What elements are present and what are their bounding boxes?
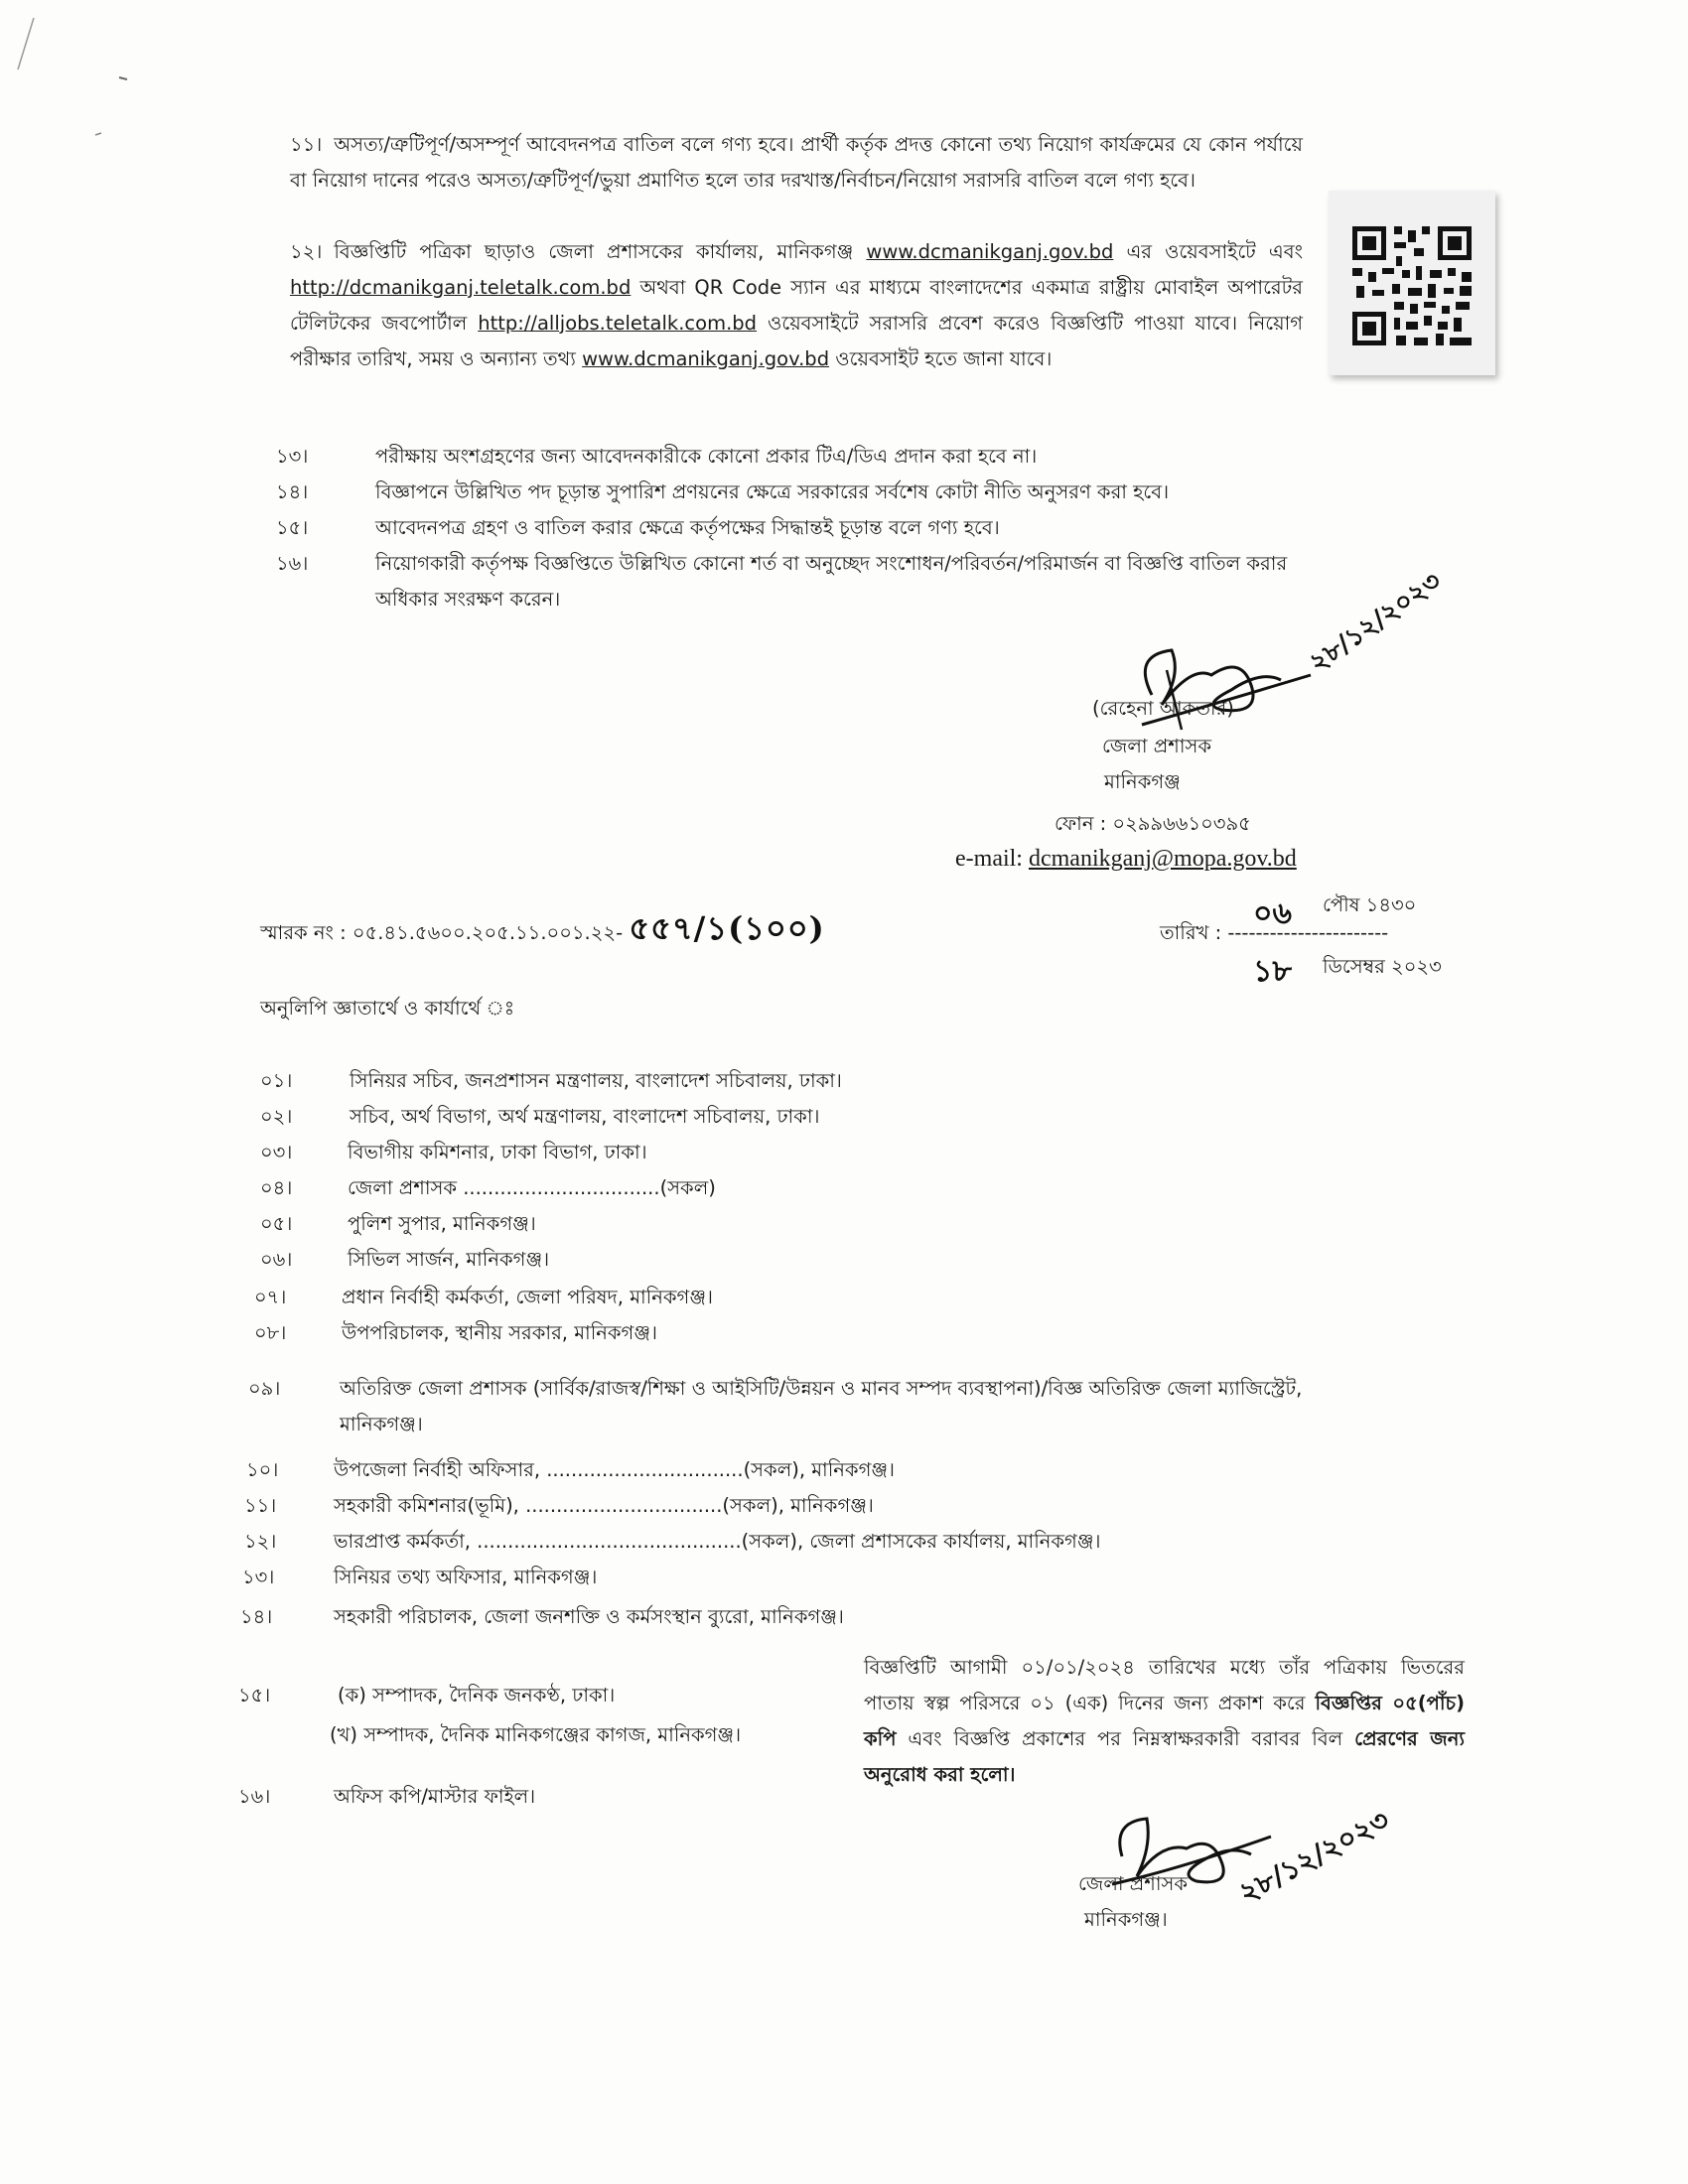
memo-label: স্মারক নং : ০৫.৪১.৫৬০০.২০৫.১১.০০১.২২- (260, 921, 624, 944)
note-bold-text: বিজ্ঞপ্তির ০৫(পাঁচ) কপি (864, 1692, 1465, 1750)
officer-phone: ফোন : ০২৯৯৬৬১০৩৯৫ (1055, 812, 1251, 835)
clause-number: ১৫। (276, 516, 309, 539)
email-line (955, 846, 1297, 873)
copy-text: সচিব, অর্থ বিভাগ, অর্থ মন্ত্রণালয়, বাংলাদেশ সচিবালয়, ঢাকা। (350, 1105, 820, 1128)
copy-number: ১৫। (238, 1684, 271, 1706)
copy-text: উপপরিচালক, স্থানীয় সরকার, মানিকগঞ্জ। (342, 1321, 657, 1344)
copy-text: (ক) সম্পাদক, দৈনিক জনকণ্ঠ, ঢাকা। (338, 1684, 616, 1706)
clause-number: ১৬। (276, 552, 309, 575)
website-link[interactable]: www.dcmanikganj.gov.bd (866, 240, 1114, 263)
copy-number: ০২। (260, 1105, 293, 1128)
date-bangla-day: ০৬ (1253, 896, 1293, 931)
clause-number: ১৩। (276, 445, 309, 468)
copy-number: ০১। (260, 1069, 293, 1092)
note-text: এবং বিজ্ঞপ্তি প্রকাশের পর নিম্নস্বাক্ষরকারী বরাবর বিল (908, 1727, 1343, 1750)
officer-designation: জেলা প্রশাসক (1102, 735, 1212, 757)
copy-text: জেলা প্রশাসক ................................(সকল) (348, 1176, 716, 1199)
copy-number: ০৭। (254, 1286, 287, 1308)
clause-12 (290, 234, 1303, 377)
alljobs-link[interactable]: http://alljobs.teletalk.com.bd (478, 312, 758, 335)
signature-block (1053, 1803, 1430, 1956)
copy-text: সিভিল সার্জন, মানিকগঞ্জ। (348, 1248, 550, 1271)
copy-text: অতিরিক্ত জেলা প্রশাসক (সার্বিক/রাজস্ব/শিক্ষা ও আইসিটি/উন্নয়ন ও মানব সম্পদ ব্যবস্থাপনা)/বিজ্ঞ অতিরিক্ত জেলা ম্যাজিস্ট্রেট, (340, 1377, 1303, 1400)
copy-text: মানিকগঞ্জ। (340, 1413, 423, 1435)
memo-hand-number: ৫৫৭/১(১০০) (629, 909, 825, 947)
note-text: বিজ্ঞপ্তিটি আগামী ০১/০১/২০২৪ তারিখের মধ্যে তাঁর পত্রিকায় ভিতরের পাতায় স্বল্প পরিসরে ০১ (এক) দিনের জন্য প্রকাশ করে (864, 1656, 1465, 1714)
note-bold-text: প্রেরণের জন্য অনুরোধ করা হলো। (864, 1727, 1465, 1786)
clause-text: ওয়েবসাইট হতে জানা যাবে। (835, 347, 1053, 370)
clause-number: ১২। (290, 240, 323, 263)
date-bangla-month: পৌষ ১৪৩০ (1323, 893, 1417, 916)
website-link[interactable]: www.dcmanikganj.gov.bd (582, 347, 830, 370)
qr-code (1329, 191, 1495, 375)
clause-text: বিজ্ঞাপনে উল্লিখিত পদ চূড়ান্ত সুপারিশ প্রণয়নের ক্ষেত্রে সরকারের সর্বশেষ কোটা নীতি অনুসরণ করা হবে। (375, 480, 1170, 503)
copy-text: উপজেলা নির্বাহী অফিসার, ................................(সকল), মানিকগঞ্জ। (334, 1458, 895, 1481)
email-label: e-mail: (955, 846, 1023, 872)
signature-block (1055, 566, 1470, 854)
date-label: তারিখ : ----------------------- (1160, 921, 1389, 944)
copy-text: সিনিয়র সচিব, জনপ্রশাসন মন্ত্রণালয়, বাংলাদেশ সচিবালয়, ঢাকা। (350, 1069, 842, 1092)
copy-heading: অনুলিপি জ্ঞাতার্থে ও কার্যার্থে ঃ (260, 997, 515, 1020)
copy-text: অফিস কপি/মাস্টার ফাইল। (334, 1785, 536, 1808)
clause-text: অথবা QR Code স্যান এর মাধ্যমে বাংলাদেশের একমাত্র রাষ্ট্রীয় মোবাইল অপারেটর টেলিটকের জবপোর্টাল (290, 276, 1303, 335)
copy-number: ০৪। (260, 1176, 293, 1199)
copy-number: ১০। (246, 1458, 279, 1481)
memo-date (1160, 889, 1472, 999)
copy-number: ১৩। (242, 1566, 275, 1588)
teletalk-link[interactable]: http://dcmanikganj.teletalk.com.bd (290, 276, 632, 299)
qr-code-icon (1329, 191, 1495, 375)
copy-number: ১২। (244, 1530, 277, 1553)
copy-text: প্রধান নির্বাহী কর্মকর্তা, জেলা পরিষদ, মানিকগঞ্জ। (342, 1286, 713, 1308)
clause-text: অসত্য/ত্রুটিপূর্ণ/অসম্পূর্ণ আবেদনপত্র বাতিল বলে গণ্য হবে। প্রার্থী কর্তৃক প্রদত্ত কোনো তথ্য নিয়োগ কার্যক্রমের যে কোন পর্যায়ে বা নিয়োগ দানের পরেও অসত্য/ত্রুটিপূর্ণ/ভুয়া প্রমাণিত হলে তার দরখাস্ত/নির্বাচন/নিয়োগ সরাসরি বাতিল বলে গণ্য হবে। (290, 133, 1303, 192)
clause-text: নিয়োগকারী কর্তৃপক্ষ বিজ্ঞপ্তিতে উল্লিখিত কোনো শর্ত বা অনুচ্ছেদ সংশোধন/পরিবর্তন/পরিমার্জন বা বিজ্ঞপ্তি বাতিল করার অধিকার সংরক্ষণ করেন। (375, 552, 1288, 611)
copy-text: সহকারী কমিশনার(ভূমি), ................................(সকল), মানিকগঞ্জ। (334, 1494, 874, 1517)
clause-number: ১১। (290, 133, 323, 156)
copy-text: (খ) সম্পাদক, দৈনিক মানিকগঞ্জের কাগজ, মানিকগঞ্জ। (330, 1723, 742, 1746)
copy-text: পুলিশ সুপার, মানিকগঞ্জ। (348, 1212, 536, 1235)
copy-text: সহকারী পরিচালক, জেলা জনশক্তি ও কর্মসংস্থান ব্যুরো, মানিকগঞ্জ। (334, 1605, 844, 1628)
email-link[interactable]: dcmanikganj@mopa.gov.bd (1028, 846, 1297, 872)
scan-corner-mark (0, 0, 139, 149)
copy-number: ০৮। (254, 1321, 287, 1344)
clause-text: এর ওয়েবসাইটে এবং (1126, 240, 1303, 263)
copy-text: ভারপ্রাপ্ত কর্মকর্তা, ...........................................(সকল), জেলা প্রশাসকের কার্যালয়, মানিকগঞ্জ। (334, 1530, 1101, 1553)
clause-11 (290, 127, 1303, 199)
clause-number: ১৪। (276, 480, 309, 503)
officer-district: মানিকগঞ্জ (1104, 770, 1181, 793)
officer-name: (রেহেনা আকতার) (1092, 697, 1234, 720)
copy-text: বিভাগীয় কমিশনার, ঢাকা বিভাগ, ঢাকা। (348, 1141, 647, 1163)
signature-date: ২৮/১২/২০২৩ (1304, 566, 1447, 679)
copy-number: ০৩। (260, 1141, 293, 1163)
officer-designation: জেলা প্রশাসক (1078, 1872, 1189, 1895)
copy-number: ০৯। (248, 1377, 281, 1400)
clause-text: পরীক্ষায় অংশগ্রহণের জন্য আবেদনকারীকে কোনো প্রকার টিএ/ডিএ প্রদান করা হবে না। (375, 445, 1038, 468)
date-english-day: ১৮ (1253, 954, 1292, 989)
clause-text: ওয়েবসাইটে সরাসরি প্রবেশ করেও বিজ্ঞপ্তিটি পাওয়া যাবে। নিয়োগ পরীক্ষার তারিখ, সময় ও অন্যান্য তথ্য (290, 312, 1303, 370)
clause-text: বিজ্ঞপ্তিটি পত্রিকা ছাড়াও জেলা প্রশাসকের কার্যালয়, মানিকগঞ্জ (334, 240, 854, 263)
copy-number: ০৬। (260, 1248, 293, 1271)
publication-note (864, 1650, 1465, 1793)
copy-number: ১৬। (238, 1785, 271, 1808)
copy-number: ১১। (244, 1494, 277, 1517)
copy-text: সিনিয়র তথ্য অফিসার, মানিকগঞ্জ। (334, 1566, 598, 1588)
memo-number (260, 903, 825, 957)
officer-district: মানিকগঞ্জ। (1084, 1908, 1168, 1931)
signature-date: ২৮/১২/২০২৩ (1233, 1803, 1395, 1910)
copy-number: ০৫। (260, 1212, 293, 1235)
clause-text: আবেদনপত্র গ্রহণ ও বাতিল করার ক্ষেত্রে কর্তৃপক্ষের সিদ্ধান্তই চূড়ান্ত বলে গণ্য হবে। (375, 516, 1000, 539)
copy-number: ১৪। (240, 1605, 273, 1628)
date-english-month: ডিসেম্বর ২০২৩ (1323, 955, 1442, 978)
